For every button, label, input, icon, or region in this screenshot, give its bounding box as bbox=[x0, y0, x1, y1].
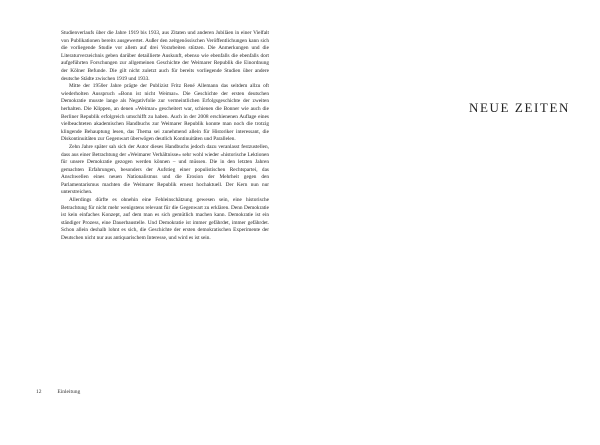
page-number: 12 bbox=[36, 389, 42, 395]
paragraph-3: Zehn Jahre später sah sich der Autor dieses Handbuchs jedoch dazu veranlasst festzustellen, dass aus einer Betrachtung der »Weimarer Verhältnisse« sehr wohl wieder »historische Lektionen für unsere Demokratie gezogen werden können – und müssen. Die in den letzten Jahren gemachten Erfahrungen, besonders der Aufstieg einer populistischen Rechtspartei, das Anschwellen eines neuen Nationalismus und die Erosion der Mehrheit gegen den Parlamentarismus machten die Weimarer Republik erneut hochaktuell. Der Kern nun nur unterstreichen. bbox=[61, 143, 269, 196]
body-text bbox=[61, 30, 269, 243]
right-page bbox=[300, 0, 600, 445]
running-head: Einleitung bbox=[57, 389, 81, 395]
paragraph-2: Mitte der 1950er Jahre prägte der Publizist Fritz René Allemann das seitdem allzu oft wiederholten Ausspruch »Bonn ist nicht Weimar«. Die Geschichte der ersten deutschen Demokratie musste lange als Negativfolie zur vermeintlichen Erfolgsgeschichte der zweiten herhalten. Die Klippen, an denen »Weimar« gescheitert war, schienen die Bonner wie auch die Berliner Republik erfolgreich umschifft zu haben. Auch in der 2008 erschienenen Auflage eines vielbeachteten akademischen Handbuchs zur Weimarer Republik konnte man noch die trotzig klingende Behauptung lesen, das Thema sei zunehmend allein für Historiker interessant, die Diskontinuitäten zur Gegenwart überwögen deutlich Kontinuitäten und Parallelen. bbox=[61, 83, 269, 143]
section-title: NEUE ZEITEN bbox=[469, 100, 570, 115]
page-footer bbox=[36, 389, 80, 395]
paragraph-4: Allerdings dürfte es ohnehin eine Fehleinschätzung gewesen sein, eine historische Betrachtung für nicht mehr wenigstens relevant für die Gegenwart zu erklären. Denn Demokratie ist kein einfaches Konzept, auf dem man es sich gemütlich machen kann. Demokratie ist ein ständiger Prozess, eine Dauerbaustelle. Und Demokratie ist immer gefährdet, immer gefährdet. Schon allein deshalb lohnt es sich, die Geschichte der ersten demokratischen Experimente der Deutschen nicht nur aus antiquarischem Interesse, und wird es ist sein. bbox=[61, 197, 269, 242]
paragraph-1: Studienverlaufs über die Jahre 1919 bis 1933, aus Zitaten und anderen Jubiläen in einer Vielfalt von Publikationen bereits ausgewertet. Außer den zeitgenössischen Veröffentlichungen kann sich die vorliegende Studie vor allem auf drei Vorarbeiten stützen. Die Anmerkungen und die Literaturverzeichnis geben darüber detaillierte Auskunft, ebenso wie ebenfalls die ebenfalls dort aufgeführten Forschungen zur allgemeinen Geschichte der Weimarer Republik die Einordnung der Kölner Befunde. Die gilt nicht zuletzt auch für bereits vorliegende Studien über andere deutsche Städte zwischen 1919 und 1933. bbox=[61, 30, 269, 82]
